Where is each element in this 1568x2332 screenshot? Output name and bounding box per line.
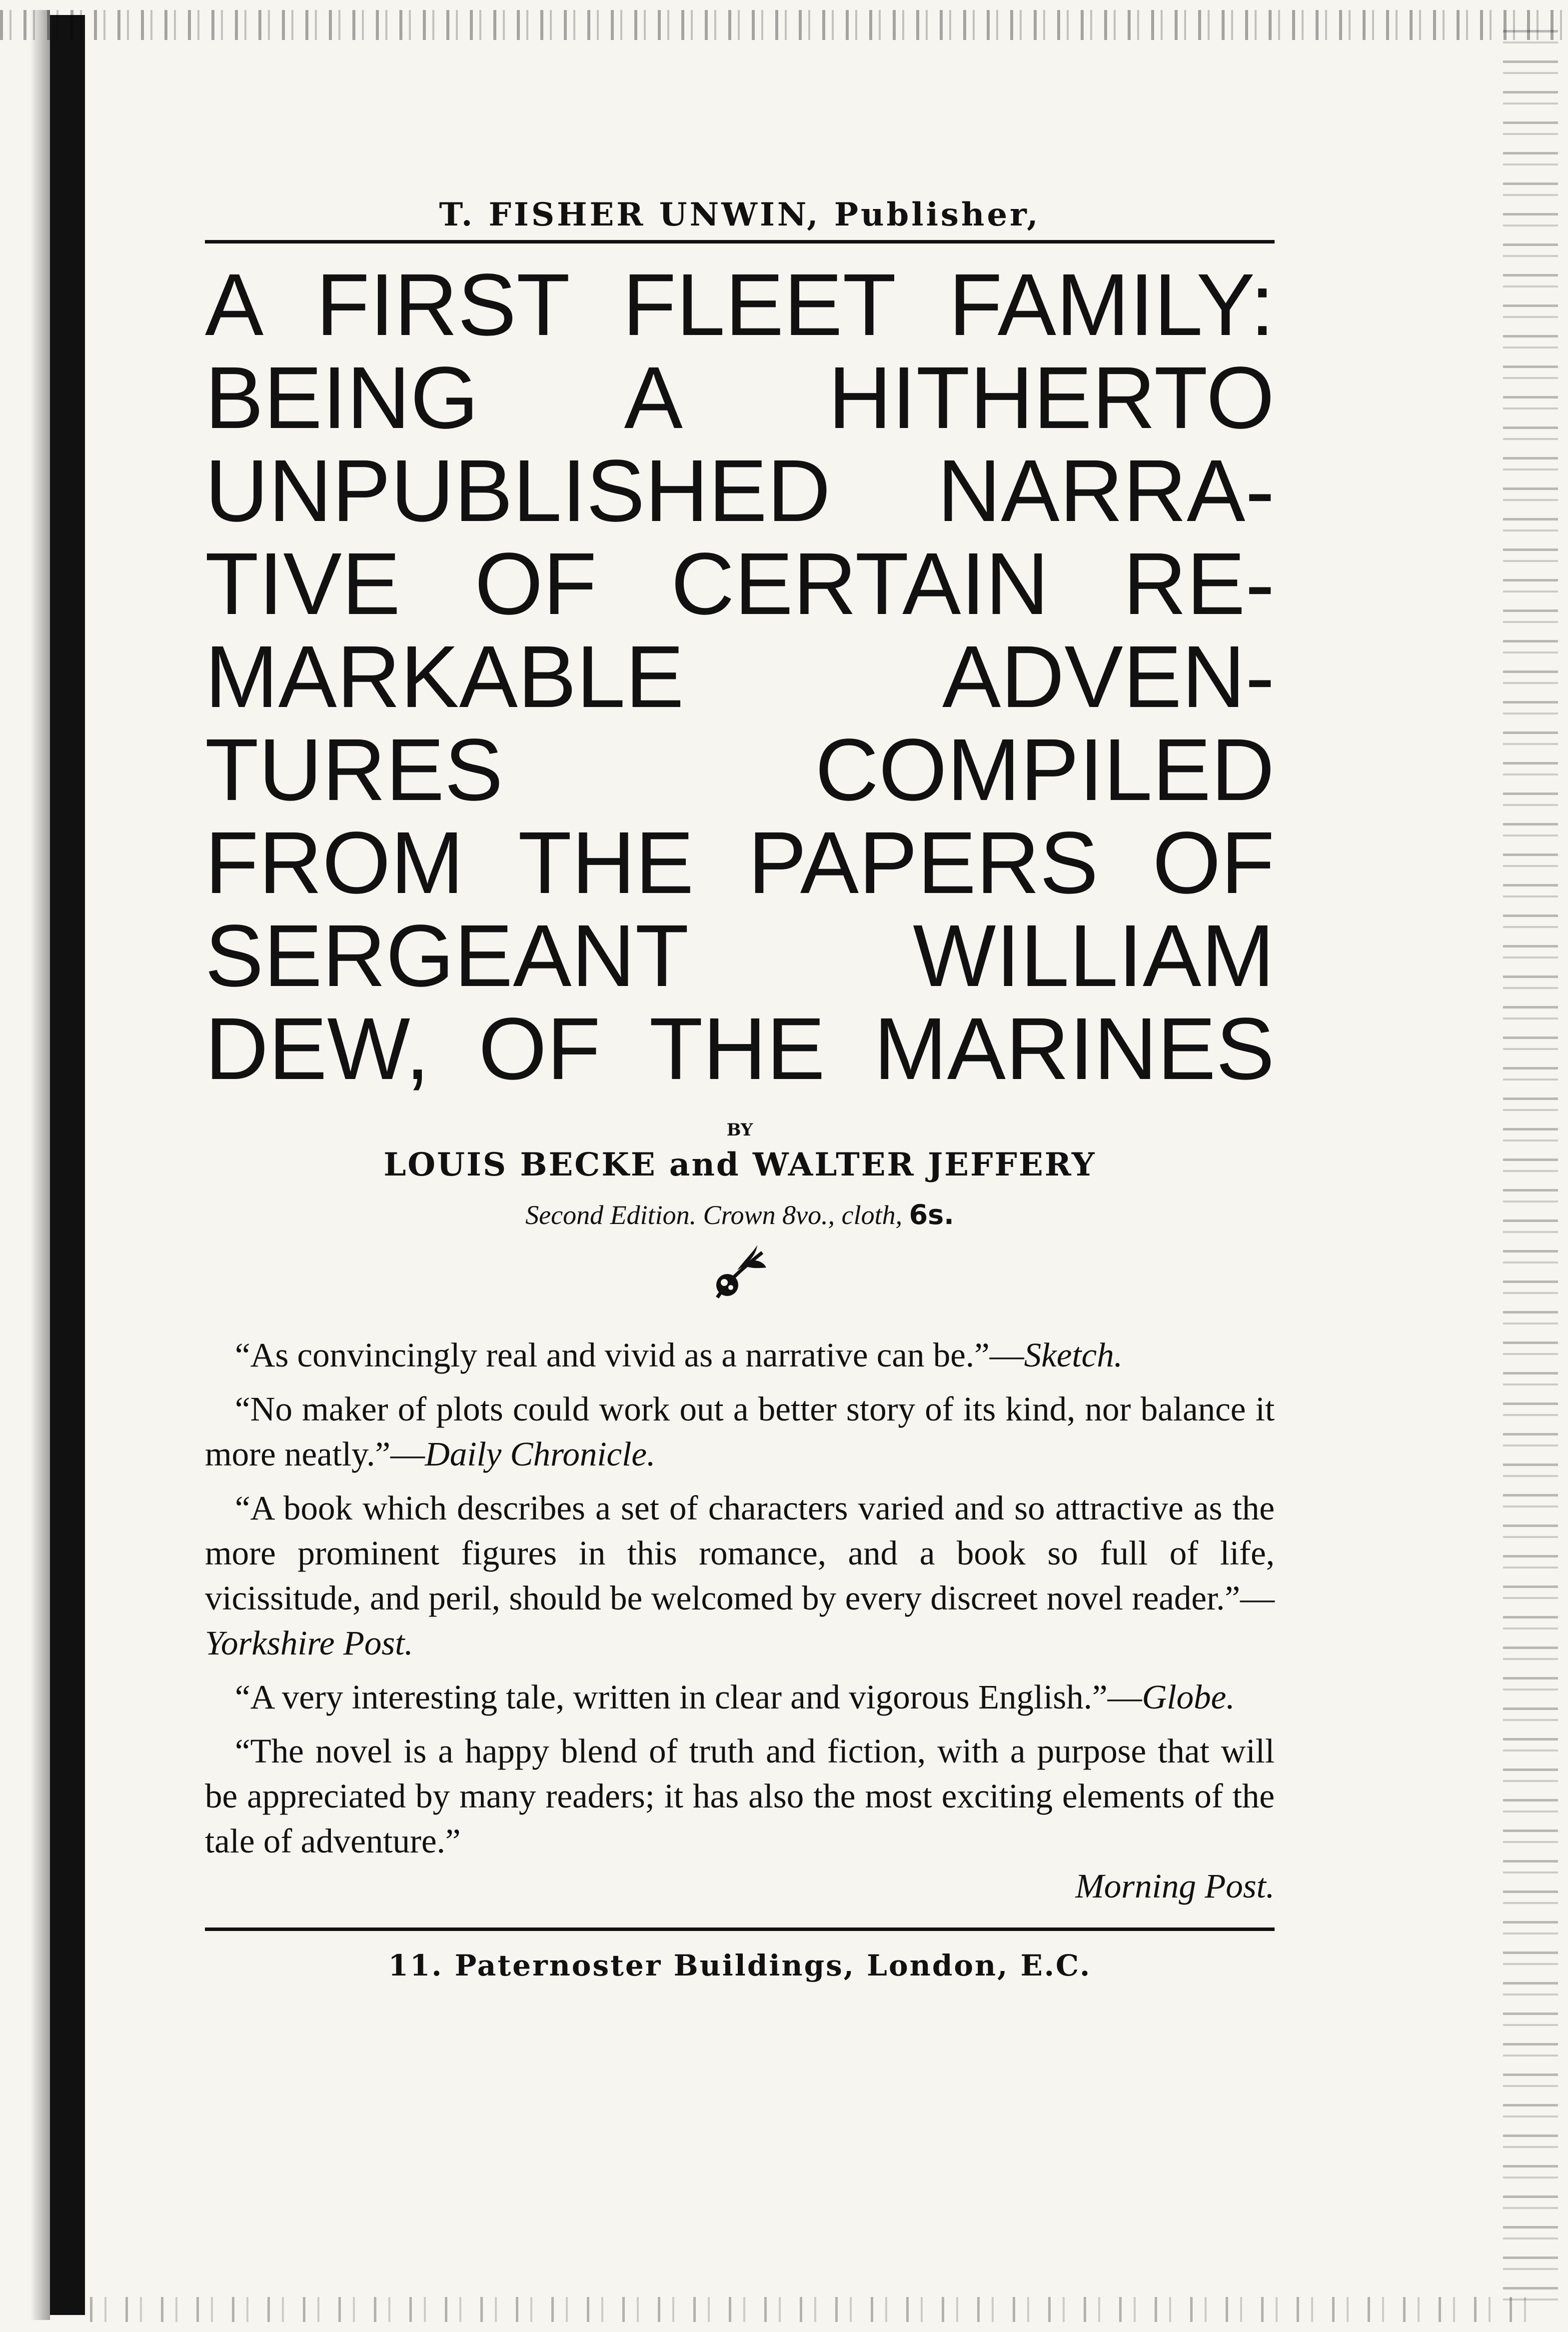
- review-quote: “A very interesting tale, written in clear and vigorous English.”—: [235, 1678, 1142, 1716]
- title-line: [205, 1002, 1275, 1096]
- title-word: DEW,: [205, 1000, 430, 1098]
- title-line: [205, 816, 1275, 910]
- footer-rule: [205, 1928, 1275, 1931]
- title-line: [205, 721, 1275, 819]
- advertisement: [205, 190, 1275, 1993]
- flower-ornament-icon: [707, 1242, 772, 1308]
- title-word: MARINES: [874, 1000, 1275, 1098]
- title-word: FIRST: [316, 256, 570, 354]
- title-word: MARKABLE: [205, 628, 684, 726]
- review: [205, 1332, 1275, 1378]
- title-word: THE: [649, 1000, 825, 1098]
- book-title: [205, 258, 1275, 1096]
- title-word: UNPUBLISHED: [205, 442, 831, 540]
- by-label: BY: [726, 1120, 753, 1140]
- publisher-address: 11. Paternoster Buildings, London, E.C.: [388, 1948, 1092, 1982]
- review-source: Morning Post.: [1075, 1867, 1275, 1905]
- title-word: BEING: [205, 349, 479, 447]
- title-word: NARRA-: [937, 442, 1275, 540]
- title-word: FROM: [205, 814, 464, 912]
- review-morning-post: [205, 1728, 1275, 1908]
- header-rule: [205, 240, 1275, 244]
- review-quote: “As convincingly real and vivid as a narrative can be.”—: [235, 1336, 1024, 1374]
- title-line: [205, 907, 1275, 1005]
- review: [205, 1674, 1275, 1720]
- title-word: FAMILY:: [948, 256, 1275, 354]
- binding-shadow: [30, 10, 50, 2320]
- edition-text: Second Edition. Crown 8vo., cloth,: [525, 1200, 903, 1230]
- title-line: [205, 630, 1275, 724]
- title-word: OF: [474, 535, 597, 633]
- review-quote: “No maker of plots could work out a better story of its kind, nor balance it more neatly.”—: [205, 1390, 1275, 1473]
- scan-noise-bottom: [90, 2297, 1540, 2322]
- title-line: [205, 258, 1275, 352]
- title-word: OF: [478, 1000, 601, 1098]
- title-word: OF: [1152, 814, 1275, 912]
- title-word: WILLIAM: [913, 907, 1275, 1005]
- authors-line: LOUIS BECKE and WALTER JEFFERY: [383, 1146, 1096, 1184]
- title-word: THE: [518, 814, 694, 912]
- title-word: ADVEN-: [942, 628, 1275, 726]
- review: [205, 1486, 1275, 1666]
- scan-noise-right: [1503, 30, 1558, 2310]
- review: [205, 1386, 1275, 1476]
- title-word: RE-: [1123, 535, 1275, 633]
- edition-line: [205, 1192, 1275, 1238]
- title-word: SERGEANT: [205, 907, 689, 1005]
- review-source: Yorkshire Post.: [205, 1624, 413, 1662]
- title-word: TIVE: [205, 535, 401, 633]
- review-source: Daily Chronicle.: [425, 1435, 656, 1473]
- review-quote: “The novel is a happy blend of truth and fiction, with a purpose that will be appreciated by many readers; it has also the most exciting elements of the tale of adventure.”: [205, 1732, 1275, 1860]
- press-reviews: [205, 1332, 1275, 1720]
- review-source: Globe.: [1142, 1678, 1235, 1716]
- title-word: COMPILED: [815, 721, 1275, 819]
- title-word: HITHERTO: [828, 349, 1275, 447]
- title-line: [205, 535, 1275, 633]
- title-word: A: [624, 349, 683, 447]
- title-word: A: [205, 256, 264, 354]
- review-quote: “A book which describes a set of characters varied and so attractive as the more prominent figures in this romance, and a book so full of life, vicissitude, and peril, should be welcomed by every discreet novel reader.”—: [205, 1489, 1275, 1617]
- title-word: CERTAIN: [671, 535, 1049, 633]
- title-word: PAPERS: [748, 814, 1099, 912]
- price: 6s.: [909, 1199, 954, 1230]
- title-word: TURES: [205, 721, 503, 819]
- title-line: [205, 444, 1275, 538]
- review-source: Sketch.: [1024, 1336, 1123, 1374]
- scan-noise-top: [0, 10, 1568, 40]
- binding-edge: [50, 15, 85, 2315]
- title-word: FLEET: [622, 256, 897, 354]
- publisher-line: T. FISHER UNWIN, Publisher,: [439, 196, 1041, 234]
- title-line: [205, 349, 1275, 447]
- fleuron-ornament: [205, 1242, 1275, 1312]
